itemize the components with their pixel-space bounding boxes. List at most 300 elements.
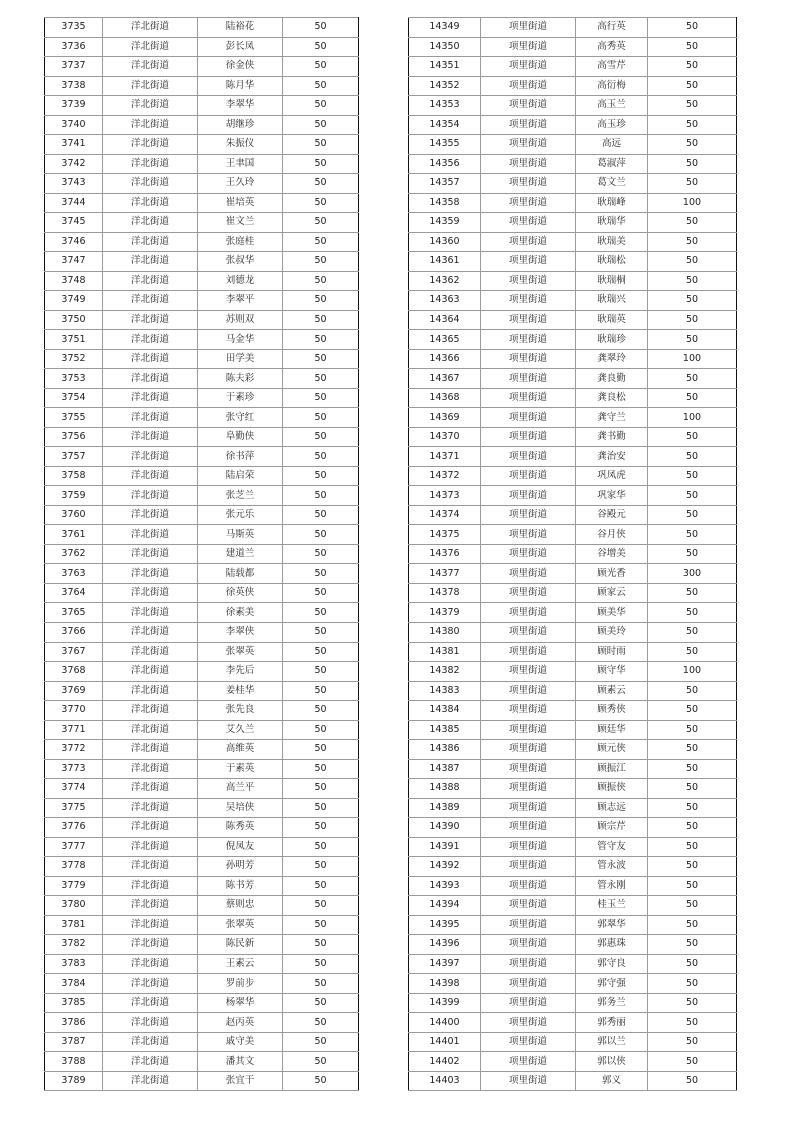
subdistrict-cell: 项里街道 [481, 37, 576, 57]
subdistrict-cell: 项里街道 [481, 779, 576, 799]
table-row [409, 193, 737, 213]
subdistrict-cell: 项里街道 [481, 662, 576, 682]
amount-cell: 50 [648, 622, 737, 642]
subdistrict-cell: 洋北街道 [103, 505, 198, 525]
subdistrict-cell: 项里街道 [481, 115, 576, 135]
table-row [409, 759, 737, 779]
serial-number-cell: 3759 [45, 486, 103, 506]
amount-cell: 50 [648, 96, 737, 116]
name-cell: 阜勤侠 [198, 427, 283, 447]
amount-cell: 50 [283, 486, 359, 506]
subdistrict-cell: 项里街道 [481, 837, 576, 857]
amount-cell: 50 [648, 954, 737, 974]
name-cell: 李翠华 [198, 96, 283, 116]
name-cell: 耿瑞珍 [576, 330, 648, 350]
amount-cell: 50 [648, 798, 737, 818]
subdistrict-cell: 项里街道 [481, 408, 576, 428]
table-row [409, 369, 737, 389]
serial-number-cell: 3772 [45, 740, 103, 760]
name-cell: 高玉珍 [576, 115, 648, 135]
table-row [409, 876, 737, 896]
serial-number-cell: 3754 [45, 388, 103, 408]
name-cell: 耿瑞兴 [576, 291, 648, 311]
subdistrict-cell: 项里街道 [481, 1071, 576, 1091]
serial-number-cell: 14372 [409, 466, 481, 486]
name-cell: 陆启荣 [198, 466, 283, 486]
table-row [409, 115, 737, 135]
serial-number-cell: 3741 [45, 135, 103, 155]
serial-number-cell: 3769 [45, 681, 103, 701]
subdistrict-cell: 项里街道 [481, 154, 576, 174]
table-row [45, 486, 359, 506]
serial-number-cell: 3780 [45, 896, 103, 916]
name-cell: 朱振仪 [198, 135, 283, 155]
subdistrict-cell: 洋北街道 [103, 388, 198, 408]
table-row [45, 798, 359, 818]
name-cell: 高衍梅 [576, 76, 648, 96]
subdistrict-cell: 项里街道 [481, 583, 576, 603]
serial-number-cell: 14394 [409, 896, 481, 916]
table-row [409, 857, 737, 877]
table-row [409, 57, 737, 77]
table-row [409, 213, 737, 233]
table-row [45, 232, 359, 252]
amount-cell: 50 [648, 603, 737, 623]
subdistrict-cell: 项里街道 [481, 642, 576, 662]
serial-number-cell: 3737 [45, 57, 103, 77]
subdistrict-cell: 项里街道 [481, 701, 576, 721]
table-row [45, 115, 359, 135]
serial-number-cell: 14387 [409, 759, 481, 779]
subdistrict-cell: 洋北街道 [103, 876, 198, 896]
table-row [45, 1032, 359, 1052]
subdistrict-cell: 项里街道 [481, 96, 576, 116]
amount-cell: 50 [648, 740, 737, 760]
amount-cell: 50 [648, 369, 737, 389]
amount-cell: 50 [283, 525, 359, 545]
table-row [45, 330, 359, 350]
name-cell: 龚治安 [576, 447, 648, 467]
name-cell: 高玉兰 [576, 96, 648, 116]
serial-number-cell: 14384 [409, 701, 481, 721]
subdistrict-cell: 洋北街道 [103, 427, 198, 447]
amount-cell: 50 [648, 115, 737, 135]
table-row [45, 37, 359, 57]
right-list-body [409, 18, 737, 1091]
name-cell: 田学美 [198, 349, 283, 369]
serial-number-cell: 14362 [409, 271, 481, 291]
subdistrict-cell: 洋北街道 [103, 662, 198, 682]
table-row [45, 896, 359, 916]
name-cell: 顾素云 [576, 681, 648, 701]
subdistrict-cell: 洋北街道 [103, 837, 198, 857]
table-row [45, 1071, 359, 1091]
amount-cell: 50 [283, 369, 359, 389]
name-cell: 建道兰 [198, 544, 283, 564]
amount-cell: 50 [283, 876, 359, 896]
table-row [45, 1013, 359, 1033]
subdistrict-cell: 项里街道 [481, 232, 576, 252]
serial-number-cell: 3748 [45, 271, 103, 291]
subdistrict-cell: 项里街道 [481, 76, 576, 96]
amount-cell: 50 [648, 232, 737, 252]
amount-cell: 50 [283, 818, 359, 838]
table-row [409, 505, 737, 525]
amount-cell: 50 [648, 993, 737, 1013]
amount-cell: 50 [283, 779, 359, 799]
amount-cell: 50 [648, 505, 737, 525]
subdistrict-cell: 项里街道 [481, 369, 576, 389]
amount-cell: 50 [648, 486, 737, 506]
name-cell: 刘德龙 [198, 271, 283, 291]
table-row [45, 505, 359, 525]
amount-cell: 50 [648, 720, 737, 740]
name-cell: 张芝兰 [198, 486, 283, 506]
amount-cell: 50 [283, 896, 359, 916]
table-row [409, 154, 737, 174]
name-cell: 耿瑞华 [576, 213, 648, 233]
amount-cell: 50 [648, 935, 737, 955]
table-row [45, 213, 359, 233]
amount-cell: 50 [283, 76, 359, 96]
serial-number-cell: 14364 [409, 310, 481, 330]
serial-number-cell: 14359 [409, 213, 481, 233]
amount-cell: 50 [283, 993, 359, 1013]
table-row [409, 408, 737, 428]
subdistrict-cell: 项里街道 [481, 310, 576, 330]
name-cell: 于素珍 [198, 388, 283, 408]
serial-number-cell: 3779 [45, 876, 103, 896]
subdistrict-cell: 项里街道 [481, 466, 576, 486]
right-list-table [408, 17, 737, 1091]
subdistrict-cell: 洋北街道 [103, 193, 198, 213]
table-row [409, 740, 737, 760]
table-row [45, 837, 359, 857]
table-row [409, 466, 737, 486]
serial-number-cell: 3753 [45, 369, 103, 389]
amount-cell: 50 [648, 1032, 737, 1052]
serial-number-cell: 14402 [409, 1052, 481, 1072]
subdistrict-cell: 项里街道 [481, 349, 576, 369]
table-row [409, 1052, 737, 1072]
table-row [409, 525, 737, 545]
amount-cell: 50 [283, 837, 359, 857]
subdistrict-cell: 项里街道 [481, 193, 576, 213]
serial-number-cell: 3755 [45, 408, 103, 428]
table-row [409, 896, 737, 916]
table-row [409, 544, 737, 564]
amount-cell: 50 [283, 954, 359, 974]
subdistrict-cell: 洋北街道 [103, 37, 198, 57]
serial-number-cell: 3771 [45, 720, 103, 740]
name-cell: 高兰平 [198, 779, 283, 799]
name-cell: 蔡则忠 [198, 896, 283, 916]
table-row [45, 583, 359, 603]
serial-number-cell: 14349 [409, 18, 481, 38]
subdistrict-cell: 洋北街道 [103, 76, 198, 96]
name-cell: 郭秀丽 [576, 1013, 648, 1033]
table-row [409, 779, 737, 799]
table-row [409, 1071, 737, 1091]
amount-cell: 50 [283, 505, 359, 525]
table-row [45, 466, 359, 486]
name-cell: 张翠英 [198, 915, 283, 935]
name-cell: 陈书芳 [198, 876, 283, 896]
serial-number-cell: 3750 [45, 310, 103, 330]
name-cell: 顾秀侠 [576, 701, 648, 721]
serial-number-cell: 3774 [45, 779, 103, 799]
table-row [45, 740, 359, 760]
serial-number-cell: 14361 [409, 252, 481, 272]
subdistrict-cell: 洋北街道 [103, 330, 198, 350]
name-cell: 管永波 [576, 857, 648, 877]
subdistrict-cell: 洋北街道 [103, 1032, 198, 1052]
name-cell: 顾美玲 [576, 622, 648, 642]
name-cell: 潘其文 [198, 1052, 283, 1072]
table-row [45, 954, 359, 974]
subdistrict-cell: 洋北街道 [103, 720, 198, 740]
amount-cell: 50 [648, 525, 737, 545]
amount-cell: 50 [283, 1052, 359, 1072]
serial-number-cell: 14350 [409, 37, 481, 57]
table-row [45, 720, 359, 740]
serial-number-cell: 3777 [45, 837, 103, 857]
subdistrict-cell: 项里街道 [481, 525, 576, 545]
name-cell: 徐金侠 [198, 57, 283, 77]
amount-cell: 50 [648, 759, 737, 779]
serial-number-cell: 3740 [45, 115, 103, 135]
name-cell: 龚守兰 [576, 408, 648, 428]
subdistrict-cell: 项里街道 [481, 818, 576, 838]
amount-cell: 50 [648, 701, 737, 721]
subdistrict-cell: 洋北街道 [103, 993, 198, 1013]
left-list-body [45, 18, 359, 1091]
serial-number-cell: 14376 [409, 544, 481, 564]
table-row [45, 779, 359, 799]
amount-cell: 50 [283, 291, 359, 311]
subdistrict-cell: 洋北街道 [103, 779, 198, 799]
name-cell: 崔文兰 [198, 213, 283, 233]
serial-number-cell: 14366 [409, 349, 481, 369]
amount-cell: 50 [648, 213, 737, 233]
table-row [409, 18, 737, 38]
subdistrict-cell: 洋北街道 [103, 544, 198, 564]
table-row [409, 818, 737, 838]
name-cell: 吴培侠 [198, 798, 283, 818]
name-cell: 李翠侠 [198, 622, 283, 642]
name-cell: 郭惠珠 [576, 935, 648, 955]
name-cell: 张翠英 [198, 642, 283, 662]
subdistrict-cell: 洋北街道 [103, 369, 198, 389]
name-cell: 顾美华 [576, 603, 648, 623]
serial-number-cell: 14371 [409, 447, 481, 467]
name-cell: 陆载都 [198, 564, 283, 584]
table-row [409, 330, 737, 350]
name-cell: 张元乐 [198, 505, 283, 525]
table-row [409, 603, 737, 623]
amount-cell: 50 [648, 681, 737, 701]
serial-number-cell: 14401 [409, 1032, 481, 1052]
subdistrict-cell: 洋北街道 [103, 603, 198, 623]
subdistrict-cell: 项里街道 [481, 603, 576, 623]
name-cell: 耿瑞松 [576, 252, 648, 272]
amount-cell: 50 [648, 447, 737, 467]
subdistrict-cell: 洋北街道 [103, 525, 198, 545]
amount-cell: 50 [283, 18, 359, 38]
serial-number-cell: 3736 [45, 37, 103, 57]
table-row [409, 681, 737, 701]
serial-number-cell: 14400 [409, 1013, 481, 1033]
table-row [45, 154, 359, 174]
subdistrict-cell: 项里街道 [481, 57, 576, 77]
table-row [409, 583, 737, 603]
name-cell: 陈秀英 [198, 818, 283, 838]
table-row [409, 232, 737, 252]
table-row [45, 135, 359, 155]
name-cell: 张庭桂 [198, 232, 283, 252]
table-row [409, 174, 737, 194]
subdistrict-cell: 洋北街道 [103, 447, 198, 467]
subdistrict-cell: 项里街道 [481, 993, 576, 1013]
serial-number-cell: 3770 [45, 701, 103, 721]
serial-number-cell: 14395 [409, 915, 481, 935]
subdistrict-cell: 项里街道 [481, 505, 576, 525]
serial-number-cell: 14386 [409, 740, 481, 760]
name-cell: 苏则双 [198, 310, 283, 330]
name-cell: 高远 [576, 135, 648, 155]
name-cell: 顾振侠 [576, 779, 648, 799]
table-row [409, 486, 737, 506]
name-cell: 倪凤友 [198, 837, 283, 857]
table-row [45, 701, 359, 721]
amount-cell: 50 [283, 408, 359, 428]
amount-cell: 50 [648, 466, 737, 486]
serial-number-cell: 14388 [409, 779, 481, 799]
table-row [409, 291, 737, 311]
serial-number-cell: 14374 [409, 505, 481, 525]
table-row [45, 818, 359, 838]
serial-number-cell: 14369 [409, 408, 481, 428]
subdistrict-cell: 项里街道 [481, 252, 576, 272]
amount-cell: 50 [283, 57, 359, 77]
serial-number-cell: 14383 [409, 681, 481, 701]
amount-cell: 50 [648, 310, 737, 330]
subdistrict-cell: 洋北街道 [103, 701, 198, 721]
amount-cell: 50 [283, 37, 359, 57]
amount-cell: 50 [648, 76, 737, 96]
amount-cell: 50 [283, 642, 359, 662]
serial-number-cell: 3765 [45, 603, 103, 623]
serial-number-cell: 14351 [409, 57, 481, 77]
serial-number-cell: 3760 [45, 505, 103, 525]
subdistrict-cell: 项里街道 [481, 213, 576, 233]
serial-number-cell: 14358 [409, 193, 481, 213]
table-row [45, 544, 359, 564]
table-row [409, 954, 737, 974]
amount-cell: 50 [648, 1052, 737, 1072]
amount-cell: 50 [283, 252, 359, 272]
amount-cell: 50 [283, 1032, 359, 1052]
name-cell: 艾久兰 [198, 720, 283, 740]
amount-cell: 300 [648, 564, 737, 584]
serial-number-cell: 14392 [409, 857, 481, 877]
amount-cell: 50 [283, 213, 359, 233]
serial-number-cell: 14385 [409, 720, 481, 740]
amount-cell: 50 [648, 135, 737, 155]
subdistrict-cell: 项里街道 [481, 915, 576, 935]
subdistrict-cell: 项里街道 [481, 388, 576, 408]
serial-number-cell: 3766 [45, 622, 103, 642]
subdistrict-cell: 洋北街道 [103, 252, 198, 272]
serial-number-cell: 3756 [45, 427, 103, 447]
table-row [45, 974, 359, 994]
subdistrict-cell: 项里街道 [481, 720, 576, 740]
serial-number-cell: 14354 [409, 115, 481, 135]
subdistrict-cell: 洋北街道 [103, 583, 198, 603]
name-cell: 郭以侠 [576, 1052, 648, 1072]
subdistrict-cell: 项里街道 [481, 18, 576, 38]
amount-cell: 100 [648, 193, 737, 213]
subdistrict-cell: 洋北街道 [103, 18, 198, 38]
name-cell: 耿瑞美 [576, 232, 648, 252]
table-row [45, 857, 359, 877]
table-row [45, 759, 359, 779]
subdistrict-cell: 项里街道 [481, 291, 576, 311]
amount-cell: 50 [283, 447, 359, 467]
serial-number-cell: 3738 [45, 76, 103, 96]
table-row [409, 349, 737, 369]
name-cell: 谷殿元 [576, 505, 648, 525]
amount-cell: 50 [283, 583, 359, 603]
serial-number-cell: 14381 [409, 642, 481, 662]
name-cell: 王聿国 [198, 154, 283, 174]
amount-cell: 100 [648, 349, 737, 369]
name-cell: 姜桂华 [198, 681, 283, 701]
table-row [409, 564, 737, 584]
subdistrict-cell: 项里街道 [481, 622, 576, 642]
subdistrict-cell: 项里街道 [481, 681, 576, 701]
amount-cell: 50 [283, 564, 359, 584]
serial-number-cell: 3744 [45, 193, 103, 213]
amount-cell: 50 [648, 915, 737, 935]
subdistrict-cell: 洋北街道 [103, 564, 198, 584]
subdistrict-cell: 洋北街道 [103, 174, 198, 194]
serial-number-cell: 14367 [409, 369, 481, 389]
name-cell: 顾廷华 [576, 720, 648, 740]
serial-number-cell: 3745 [45, 213, 103, 233]
subdistrict-cell: 洋北街道 [103, 642, 198, 662]
table-row [409, 1013, 737, 1033]
amount-cell: 50 [283, 388, 359, 408]
subdistrict-cell: 洋北街道 [103, 798, 198, 818]
subdistrict-cell: 洋北街道 [103, 232, 198, 252]
table-row [409, 720, 737, 740]
serial-number-cell: 14377 [409, 564, 481, 584]
table-row [45, 174, 359, 194]
name-cell: 李先后 [198, 662, 283, 682]
amount-cell: 50 [283, 681, 359, 701]
subdistrict-cell: 项里街道 [481, 330, 576, 350]
subdistrict-cell: 项里街道 [481, 896, 576, 916]
amount-cell: 50 [648, 857, 737, 877]
name-cell: 顾振江 [576, 759, 648, 779]
left-list-table [44, 17, 359, 1091]
serial-number-cell: 3743 [45, 174, 103, 194]
name-cell: 陈夫彩 [198, 369, 283, 389]
subdistrict-cell: 项里街道 [481, 486, 576, 506]
subdistrict-cell: 洋北街道 [103, 896, 198, 916]
name-cell: 郭守强 [576, 974, 648, 994]
